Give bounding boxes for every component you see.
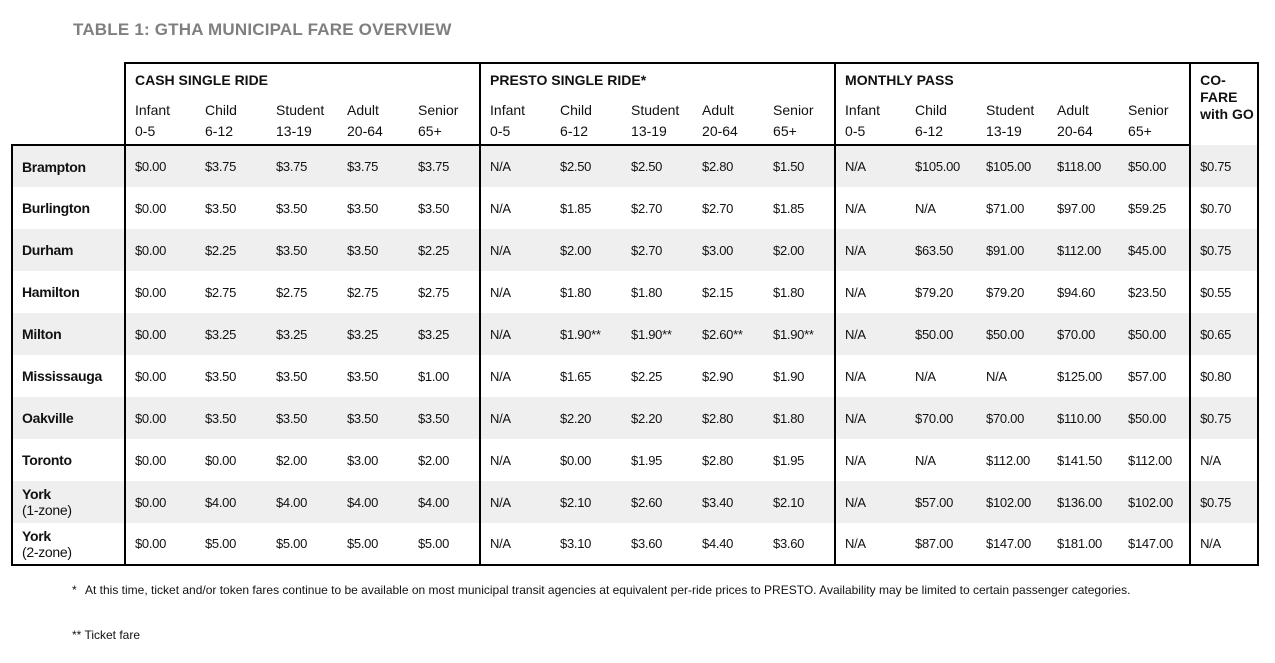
fare-cell-presto: $1.65 xyxy=(560,368,592,384)
table-row xyxy=(12,229,1258,271)
fare-cell-monthly: N/A xyxy=(915,452,936,468)
fare-cell-monthly: N/A xyxy=(835,313,906,355)
subheader-cash-4 xyxy=(409,100,480,145)
fare-cell-presto: $4.40 xyxy=(693,523,764,565)
table-row xyxy=(12,145,1258,187)
fare-cell-monthly: $23.50 xyxy=(1128,284,1166,300)
fare-cell-cash: $0.00 xyxy=(125,439,196,481)
subheader-category: Adult xyxy=(702,102,734,118)
fare-cell-monthly: $147.00 xyxy=(977,523,1048,565)
fare-cell-presto: $2.60 xyxy=(622,481,693,523)
fare-cell-cofare: $0.55 xyxy=(1190,271,1258,313)
row-city xyxy=(12,397,125,439)
fare-cell-monthly: $181.00 xyxy=(1048,523,1119,565)
fare-cell-presto: $2.70 xyxy=(702,200,734,216)
subheader-monthly-3 xyxy=(1048,100,1119,145)
fare-cell-monthly: $57.00 xyxy=(1128,368,1166,384)
fare-cell-cash: $1.00 xyxy=(418,368,450,384)
subheader-age: 13-19 xyxy=(986,123,1022,139)
fare-cell-presto: $2.70 xyxy=(631,200,663,216)
subheader-category: Child xyxy=(205,102,237,118)
table-row xyxy=(12,355,1258,397)
fare-cell-presto: $2.50 xyxy=(622,145,693,187)
fare-cell-monthly: $136.00 xyxy=(1048,481,1119,523)
city-name: Milton xyxy=(22,326,62,342)
row-city xyxy=(12,271,125,313)
subheader-presto-4 xyxy=(764,100,835,145)
fare-cell-cash: $0.00 xyxy=(125,523,196,565)
fare-cell-monthly: $112.00 xyxy=(986,452,1030,468)
group-monthly-header: MONTHLY PASS xyxy=(835,63,1190,100)
fare-cell-presto: $2.15 xyxy=(702,284,734,300)
fare-cell-cash: $0.00 xyxy=(125,481,196,523)
subheader-age: 65+ xyxy=(1128,123,1152,139)
footnote-ticket: ** Ticket fare xyxy=(72,628,141,642)
city-zone: (2-zone) xyxy=(22,543,72,560)
footnote-mark: * xyxy=(72,583,77,597)
fare-cell-presto: $2.10 xyxy=(551,481,622,523)
subheader-presto-0 xyxy=(480,100,551,145)
row-city xyxy=(12,145,125,187)
fare-cell-monthly: $45.00 xyxy=(1119,229,1190,271)
fare-cell-monthly: $112.00 xyxy=(1128,452,1172,468)
fare-cell-monthly: N/A xyxy=(835,523,906,565)
fare-cell-cash: $5.00 xyxy=(338,523,409,565)
group-presto-header xyxy=(480,63,835,100)
fare-cell-monthly: N/A xyxy=(835,145,906,187)
fare-table-body xyxy=(12,145,1258,565)
fare-cell-cash: $0.00 xyxy=(125,355,196,397)
subheader-presto-3 xyxy=(693,100,764,145)
fare-cell-cofare: $0.75 xyxy=(1190,397,1258,439)
table-title: TABLE 1: GTHA MUNICIPAL FARE OVERVIEW xyxy=(73,20,452,39)
row-city xyxy=(12,439,125,481)
fare-cell-monthly: $87.00 xyxy=(906,523,977,565)
fare-cell-cash: $2.00 xyxy=(418,452,450,468)
fare-cell-presto: $2.80 xyxy=(693,397,764,439)
group-cofare-header: CO-FARE with GO xyxy=(1190,63,1258,145)
fare-cell-monthly: $110.00 xyxy=(1048,397,1119,439)
footnote-presto xyxy=(72,583,1132,598)
fare-cell-cofare: $0.75 xyxy=(1190,145,1258,187)
city-zone: (1-zone) xyxy=(22,502,72,518)
fare-cell-cash: $2.00 xyxy=(276,452,308,468)
table-row xyxy=(12,523,1258,565)
fare-cell-monthly: N/A xyxy=(835,271,906,313)
subheader-age: 20-64 xyxy=(702,123,738,139)
fare-cell-cash: $0.00 xyxy=(125,229,196,271)
subheader-category: Adult xyxy=(347,102,379,118)
fare-cell-presto: $2.80 xyxy=(702,452,734,468)
city-name: Mississauga xyxy=(22,368,102,384)
row-city xyxy=(12,523,125,565)
subheader-cash-3 xyxy=(338,100,409,145)
fare-cell-presto: $3.00 xyxy=(693,229,764,271)
subheader-age: 0-5 xyxy=(135,123,156,139)
fare-cell-presto: $1.80 xyxy=(560,284,592,300)
fare-cell-presto: N/A xyxy=(480,439,551,481)
subheader-age: 6-12 xyxy=(915,123,944,139)
fare-cell-monthly: $97.00 xyxy=(1057,200,1095,216)
fare-cell-cash: $2.75 xyxy=(276,284,308,300)
fare-cell-cash: $4.00 xyxy=(196,481,267,523)
fare-cell-presto: $3.60 xyxy=(622,523,693,565)
subheader-age: 65+ xyxy=(418,123,442,139)
fare-cell-monthly: $102.00 xyxy=(1119,481,1190,523)
subheader-presto-2 xyxy=(622,100,693,145)
fare-cell-cash: $3.00 xyxy=(347,452,379,468)
subheader-category: Senior xyxy=(1128,102,1169,118)
row-city xyxy=(12,187,125,229)
fare-cell-monthly: N/A xyxy=(835,481,906,523)
fare-cell-monthly: N/A xyxy=(915,200,936,216)
row-city xyxy=(12,229,125,271)
subheader-category: Student xyxy=(986,102,1035,118)
fare-cell-monthly: N/A xyxy=(835,187,906,229)
fare-cell-presto: $2.70 xyxy=(622,229,693,271)
fare-cell-monthly: N/A xyxy=(835,397,906,439)
subheader-age: 65+ xyxy=(773,123,797,139)
fare-cell-monthly: $102.00 xyxy=(977,481,1048,523)
fare-cell-cofare: $0.65 xyxy=(1190,313,1258,355)
group-header-row xyxy=(12,63,1258,100)
fare-cell-monthly: $50.00 xyxy=(1119,397,1190,439)
fare-cell-monthly: $50.00 xyxy=(906,313,977,355)
city-name: Durham xyxy=(22,242,74,258)
fare-cell-monthly: $105.00 xyxy=(906,145,977,187)
fare-cell-presto: $1.80 xyxy=(631,284,663,300)
subheader-monthly-4 xyxy=(1119,100,1190,145)
fare-cell-monthly: $105.00 xyxy=(977,145,1048,187)
table-row xyxy=(12,187,1258,229)
fare-cell-monthly: $141.50 xyxy=(1057,452,1102,468)
fare-cell-cash: $3.50 xyxy=(276,368,308,384)
subheader-age: 6-12 xyxy=(205,123,234,139)
fare-cell-presto: $2.50 xyxy=(551,145,622,187)
fare-cell-presto: $1.95 xyxy=(773,452,805,468)
fare-cell-presto: $1.90** xyxy=(551,313,622,355)
subheader-age: 0-5 xyxy=(490,123,511,139)
fare-cell-presto: N/A xyxy=(480,145,551,187)
subheader-age: 13-19 xyxy=(631,123,667,139)
fare-cell-presto: $1.90** xyxy=(764,313,835,355)
fare-cell-cash: $0.00 xyxy=(125,313,196,355)
fare-cell-cash: $3.75 xyxy=(338,145,409,187)
fare-cell-presto: N/A xyxy=(480,523,551,565)
fare-cell-cash: $3.25 xyxy=(196,313,267,355)
fare-cell-monthly: $91.00 xyxy=(977,229,1048,271)
fare-cell-presto: $1.80 xyxy=(764,397,835,439)
fare-cell-monthly: N/A xyxy=(835,229,906,271)
city-name: Burlington xyxy=(22,200,90,216)
fare-cell-cash: $4.00 xyxy=(267,481,338,523)
fare-cell-cash: $3.50 xyxy=(418,200,450,216)
table-row xyxy=(12,313,1258,355)
group-presto-label: PRESTO SINGLE RIDE* xyxy=(490,72,647,88)
fare-cell-cash: $5.00 xyxy=(196,523,267,565)
fare-cell-monthly: $50.00 xyxy=(977,313,1048,355)
fare-cell-cofare: $0.80 xyxy=(1190,355,1258,397)
subheader-category: Student xyxy=(631,102,680,118)
subheader-age: 13-19 xyxy=(276,123,312,139)
footnote-text: At this time, ticket and/or token fares continue to be available on most municipal transit agencies at equivalent per-ride prices to PRESTO. Availability may be limited to certain passenger categories. xyxy=(85,583,1131,597)
subheader-age: 20-64 xyxy=(347,123,383,139)
subheader-category: Senior xyxy=(773,102,814,118)
fare-cell-cash: $3.50 xyxy=(267,397,338,439)
fare-cell-presto: $2.20 xyxy=(622,397,693,439)
fare-cell-presto: $1.85 xyxy=(560,200,592,216)
row-city xyxy=(12,355,125,397)
fare-cell-presto: $2.20 xyxy=(551,397,622,439)
fare-cell-cash: $3.75 xyxy=(409,145,480,187)
row-city xyxy=(12,313,125,355)
fare-cell-cash: $3.75 xyxy=(196,145,267,187)
subheader-age: 20-64 xyxy=(1057,123,1093,139)
subheader-category: Infant xyxy=(135,102,171,118)
fare-cell-monthly: $59.25 xyxy=(1128,200,1166,216)
fare-cell-monthly: $79.20 xyxy=(915,284,953,300)
fare-cell-cash: $5.00 xyxy=(267,523,338,565)
fare-cell-presto: $2.00 xyxy=(551,229,622,271)
fare-cell-cash: $0.00 xyxy=(125,187,196,229)
fare-cell-cash: $3.50 xyxy=(409,397,480,439)
fare-cell-presto: N/A xyxy=(480,187,551,229)
fare-cell-cofare: $0.70 xyxy=(1190,187,1258,229)
fare-cell-presto: $2.00 xyxy=(764,229,835,271)
subheader-category: Child xyxy=(560,102,592,118)
fare-cell-cash: $2.25 xyxy=(409,229,480,271)
fare-cell-monthly: $118.00 xyxy=(1048,145,1119,187)
fare-cell-monthly: $57.00 xyxy=(906,481,977,523)
subheader-cash-0 xyxy=(125,100,196,145)
fare-cell-monthly: $147.00 xyxy=(1119,523,1190,565)
fare-cell-presto: $1.50 xyxy=(764,145,835,187)
subheader-monthly-0 xyxy=(835,100,906,145)
fare-cell-cash: $3.50 xyxy=(205,368,237,384)
city-name: Hamilton xyxy=(22,284,80,300)
fare-cell-cash: $3.50 xyxy=(347,200,379,216)
subheader-monthly-1 xyxy=(906,100,977,145)
fare-cell-presto: N/A xyxy=(480,481,551,523)
subheader-cash-1 xyxy=(196,100,267,145)
fare-cell-cash: $3.75 xyxy=(267,145,338,187)
subheader-presto-1 xyxy=(551,100,622,145)
fare-cell-presto: $2.25 xyxy=(631,368,663,384)
table-row xyxy=(12,439,1258,481)
fare-cell-cash: $0.00 xyxy=(125,397,196,439)
fare-cell-cash: $4.00 xyxy=(409,481,480,523)
row-city xyxy=(12,481,125,523)
city-name: Oakville xyxy=(22,410,74,426)
fare-cell-cofare: N/A xyxy=(1190,439,1258,481)
table-row xyxy=(12,481,1258,523)
fare-cell-cash: $3.50 xyxy=(196,397,267,439)
city-name: York xyxy=(22,527,51,544)
fare-cell-monthly: $50.00 xyxy=(1119,313,1190,355)
fare-cell-cash: $0.00 xyxy=(125,145,196,187)
fare-cell-cofare: $0.75 xyxy=(1190,229,1258,271)
fare-cell-cofare: N/A xyxy=(1190,523,1258,565)
fare-cell-cash: $3.50 xyxy=(347,368,379,384)
fare-cell-cash: $3.50 xyxy=(276,200,308,216)
subheader-row xyxy=(12,100,1258,145)
fare-cell-cash: $2.75 xyxy=(347,284,379,300)
subheader-category: Student xyxy=(276,102,325,118)
header-blank xyxy=(12,63,125,100)
fare-cell-presto: $2.10 xyxy=(764,481,835,523)
subheader-category: Infant xyxy=(845,102,881,118)
table-row xyxy=(12,271,1258,313)
subheader-category: Adult xyxy=(1057,102,1089,118)
fare-cell-presto: N/A xyxy=(480,355,551,397)
fare-table xyxy=(11,62,1259,566)
fare-cell-presto: N/A xyxy=(480,271,551,313)
fare-cell-cash: $5.00 xyxy=(409,523,480,565)
fare-cell-monthly: N/A xyxy=(915,368,936,384)
fare-cell-cash: $3.25 xyxy=(409,313,480,355)
subheader-category: Senior xyxy=(418,102,459,118)
fare-cell-monthly: $63.50 xyxy=(906,229,977,271)
fare-cell-monthly: $79.20 xyxy=(986,284,1024,300)
fare-cell-monthly: N/A xyxy=(835,355,906,397)
fare-cell-presto: N/A xyxy=(480,229,551,271)
header-blank-sub xyxy=(12,100,125,145)
fare-cell-monthly: $125.00 xyxy=(1057,368,1102,384)
subheader-monthly-2 xyxy=(977,100,1048,145)
table-row xyxy=(12,397,1258,439)
fare-cell-cash: $3.50 xyxy=(338,397,409,439)
fare-cell-monthly: $112.00 xyxy=(1048,229,1119,271)
fare-cell-monthly: N/A xyxy=(986,368,1007,384)
fare-cell-cash: $3.50 xyxy=(338,229,409,271)
fare-cell-monthly: $70.00 xyxy=(977,397,1048,439)
fare-cell-cash: $3.25 xyxy=(338,313,409,355)
fare-cell-presto: $2.80 xyxy=(693,145,764,187)
fare-cell-presto: $1.90 xyxy=(773,368,805,384)
fare-cell-cash: $2.25 xyxy=(196,229,267,271)
fare-cell-presto: $1.90** xyxy=(622,313,693,355)
fare-cell-cofare: $0.75 xyxy=(1190,481,1258,523)
fare-cell-presto: $1.95 xyxy=(631,452,663,468)
fare-cell-monthly: N/A xyxy=(835,439,906,481)
subheader-category: Infant xyxy=(490,102,526,118)
city-name: Toronto xyxy=(22,452,72,468)
fare-cell-presto: $0.00 xyxy=(560,452,592,468)
subheader-age: 0-5 xyxy=(845,123,866,139)
fare-cell-presto: $3.10 xyxy=(551,523,622,565)
fare-cell-presto: $1.80 xyxy=(773,284,805,300)
fare-cell-monthly: $70.00 xyxy=(906,397,977,439)
fare-cell-presto: N/A xyxy=(480,313,551,355)
fare-cell-cash: $0.00 xyxy=(125,271,196,313)
subheader-cash-2 xyxy=(267,100,338,145)
subheader-age: 6-12 xyxy=(560,123,589,139)
fare-cell-presto: $1.85 xyxy=(773,200,805,216)
fare-cell-cash: $2.75 xyxy=(418,284,450,300)
city-name: Brampton xyxy=(22,158,86,175)
fare-cell-cash: $3.50 xyxy=(267,229,338,271)
fare-cell-presto: $3.40 xyxy=(693,481,764,523)
fare-cell-presto: $2.60** xyxy=(693,313,764,355)
group-cash-header: CASH SINGLE RIDE xyxy=(125,63,480,100)
fare-cell-monthly: $71.00 xyxy=(986,200,1024,216)
subheader-category: Child xyxy=(915,102,947,118)
fare-cell-cash: $4.00 xyxy=(338,481,409,523)
fare-cell-presto: $3.60 xyxy=(764,523,835,565)
fare-cell-presto: $2.90 xyxy=(702,368,734,384)
fare-cell-monthly: $94.60 xyxy=(1057,284,1095,300)
fare-cell-presto: N/A xyxy=(480,397,551,439)
fare-cell-cash: $3.50 xyxy=(205,200,237,216)
city-name: York xyxy=(22,486,51,502)
fare-cell-monthly: $50.00 xyxy=(1119,145,1190,187)
fare-cell-monthly: $70.00 xyxy=(1048,313,1119,355)
fare-cell-cash: $3.25 xyxy=(267,313,338,355)
fare-cell-cash: $0.00 xyxy=(205,452,237,468)
fare-cell-cash: $2.75 xyxy=(205,284,237,300)
